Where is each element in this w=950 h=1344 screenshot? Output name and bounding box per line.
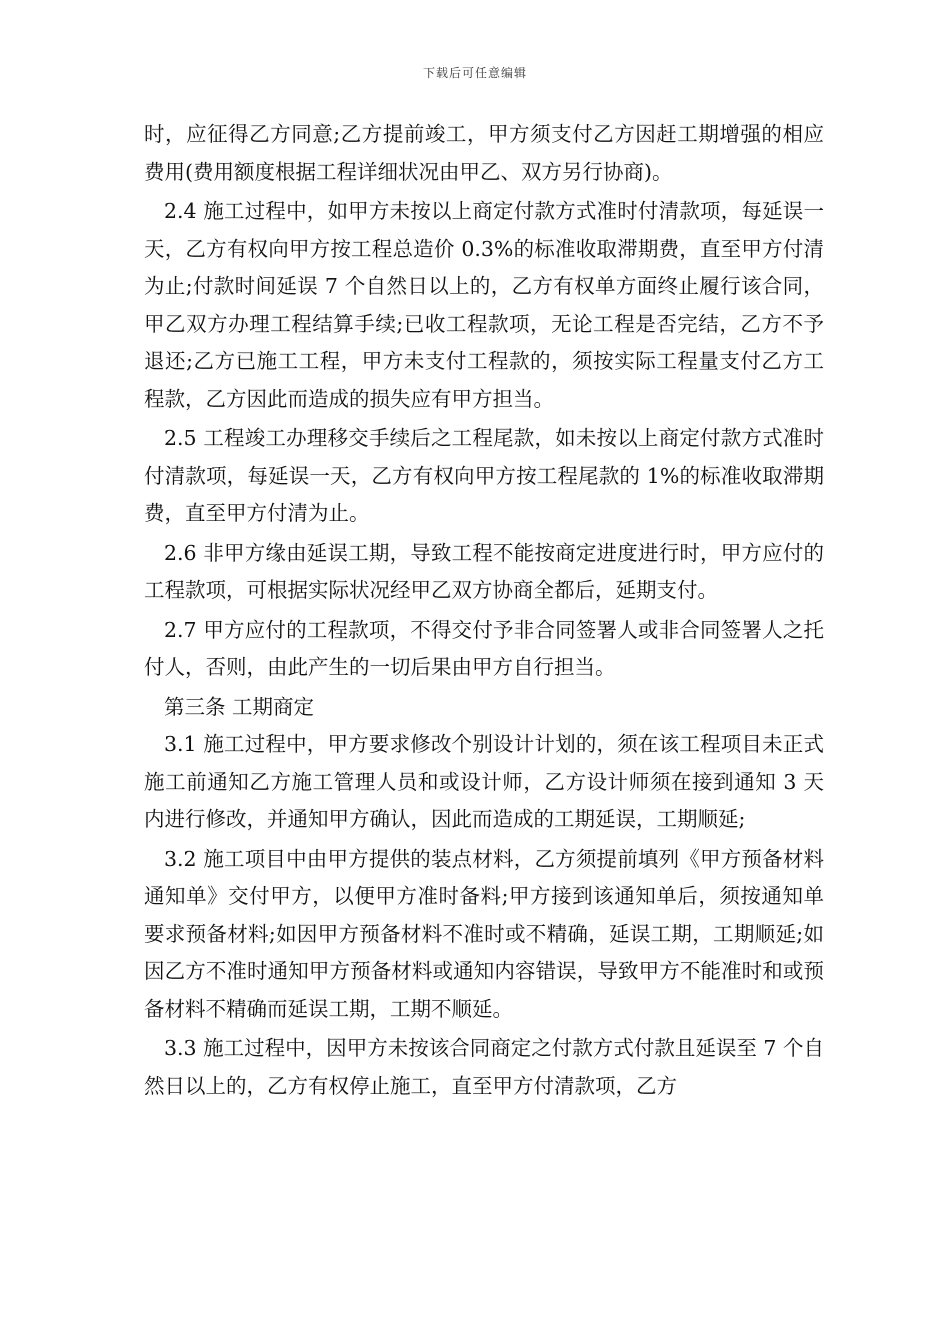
page-header: 下载后可任意编辑 bbox=[422, 66, 527, 80]
section-heading-article-3: 第三条 工期商定 bbox=[164, 694, 315, 719]
document-body bbox=[144, 116, 824, 1107]
clause-2-7: 2.7 甲方应付的工程款项，不得交付予非合同签署人或非合同签署人之托付人，否则，由此产生的一切后果由甲方自行担当。 bbox=[144, 617, 824, 679]
clause-3-1: 3.1 施工过程中，甲方要求修改个别设计计划的，须在该工程项目未正式施工前通知乙方施工管理人员和或设计师，乙方设计师须在接到通知 3 天内进行修改，并通知甲方确认，因此而造成的工期延误，工期顺延; bbox=[144, 732, 824, 831]
clause-2-6: 2.6 非甲方缘由延误工期，导致工程不能按商定进度进行时，甲方应付的工程款项，可根据实际状况经甲乙双方协商全都后，延期支付。 bbox=[144, 540, 824, 602]
clause-3-2: 3.2 施工项目中由甲方提供的装点材料，乙方须提前填列《甲方预备材料通知单》交付甲方，以便甲方准时备料;甲方接到该通知单后，须按通知单要求预备材料;如因甲方预备材料不准时或不精确，延误工期，工期顺延;如因乙方不准时通知甲方预备材料或通知内容错误，导致甲方不能准时和或预备材料不精确而延误工期，工期不顺延。 bbox=[144, 846, 824, 1021]
clause-2-5: 2.5 工程竣工办理移交手续后之工程尾款，如未按以上商定付款方式准时付清款项，每延误一天，乙方有权向甲方按工程尾款的 1%的标准收取滞期费，直至甲方付清为止。 bbox=[144, 426, 824, 525]
clause-2-4: 2.4 施工过程中，如甲方未按以上商定付款方式准时付清款项，每延误一天，乙方有权向甲方按工程总造价 0.3%的标准收取滞期费，直至甲方付清为止;付款时间延误 7 个自然日以上的，乙方有权单方面终止履行该合同，甲乙双方办理工程结算手续;已收工程款项，无论工程是否完结，乙方不予退还;乙方已施工工程，甲方未支付工程款的，须按实际工程量支付乙方工程款，乙方因此而造成的损失应有甲方担当。 bbox=[144, 199, 824, 411]
paragraph-continued: 时，应征得乙方同意;乙方提前竣工，甲方须支付乙方因赶工期增强的相应费用(费用额度根据工程详细状况由甲乙、双方另行协商)。 bbox=[144, 122, 824, 184]
clause-3-3: 3.3 施工过程中，因甲方未按该合同商定之付款方式付款且延误至 7 个自然日以上的，乙方有权停止施工，直至甲方付清款项，乙方 bbox=[144, 1036, 824, 1098]
